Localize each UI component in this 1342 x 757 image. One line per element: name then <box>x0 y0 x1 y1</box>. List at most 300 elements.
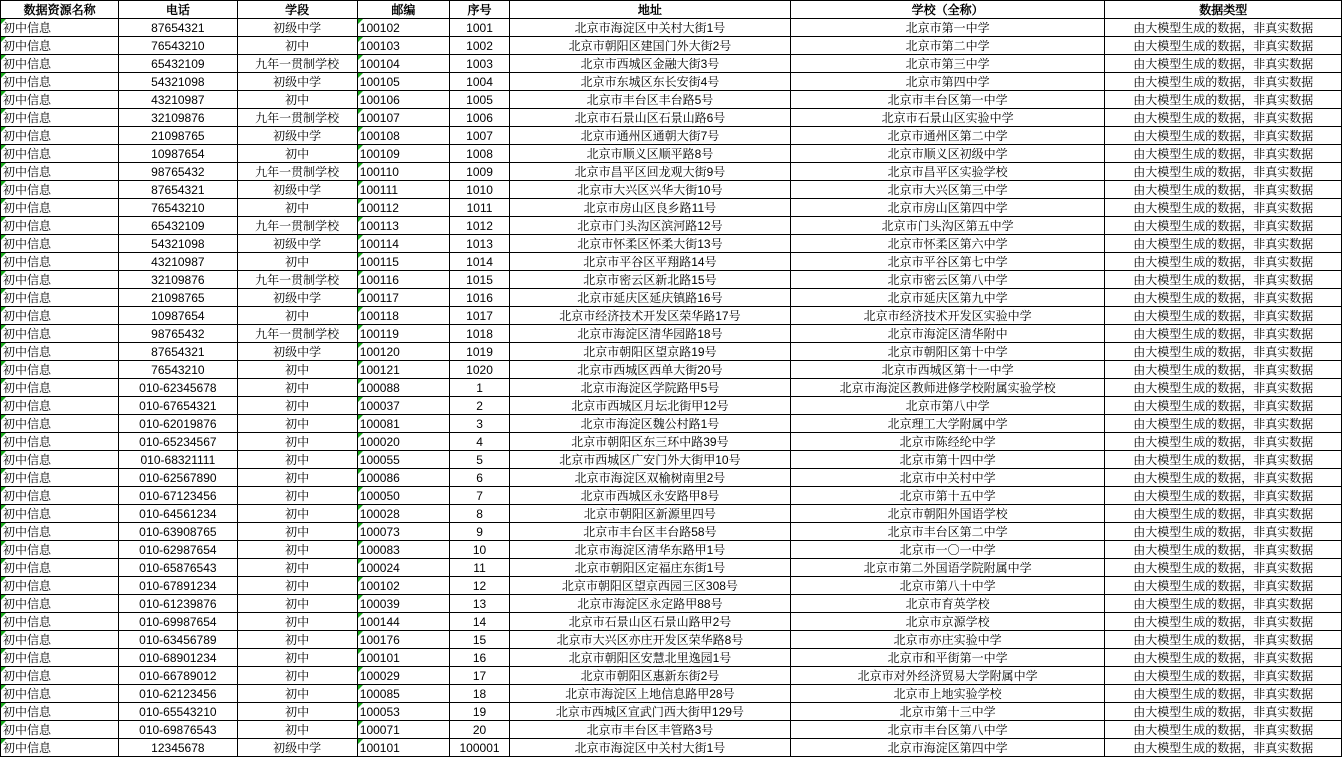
cell-stage[interactable]: 九年一贯制学校 <box>237 217 357 235</box>
cell-type[interactable]: 由大模型生成的数据，非真实数据 <box>1105 361 1342 379</box>
cell-stage[interactable]: 初级中学 <box>237 289 357 307</box>
cell-zip[interactable]: 100106 <box>357 91 449 109</box>
table-row[interactable] <box>1 325 1342 343</box>
cell-zip[interactable]: 100085 <box>357 685 449 703</box>
cell-seq[interactable]: 1015 <box>449 271 509 289</box>
cell-type[interactable]: 由大模型生成的数据，非真实数据 <box>1105 217 1342 235</box>
cell-addr[interactable]: 北京市经济技术开发区荣华路17号 <box>510 307 791 325</box>
cell-seq[interactable]: 1007 <box>449 127 509 145</box>
cell-name[interactable]: 初中信息 <box>1 721 119 739</box>
cell-addr[interactable]: 北京市海淀区中关村大街1号 <box>510 19 791 37</box>
cell-addr[interactable]: 北京市密云区新北路15号 <box>510 271 791 289</box>
cell-school[interactable]: 北京市海淀区教师进修学校附属实验学校 <box>790 379 1105 397</box>
cell-stage[interactable]: 初中 <box>237 577 357 595</box>
table-row[interactable] <box>1 541 1342 559</box>
cell-type[interactable]: 由大模型生成的数据，非真实数据 <box>1105 739 1342 757</box>
cell-school[interactable]: 北京市和平街第一中学 <box>790 649 1105 667</box>
cell-phone[interactable]: 87654321 <box>119 19 237 37</box>
column-header-phone[interactable]: 电话 <box>119 1 237 19</box>
cell-addr[interactable]: 北京市海淀区魏公村路1号 <box>510 415 791 433</box>
column-header-seq[interactable]: 序号 <box>449 1 509 19</box>
cell-addr[interactable]: 北京市顺义区顺平路8号 <box>510 145 791 163</box>
cell-phone[interactable]: 010-65234567 <box>119 433 237 451</box>
cell-phone[interactable]: 43210987 <box>119 91 237 109</box>
cell-zip[interactable]: 100101 <box>357 649 449 667</box>
cell-phone[interactable]: 76543210 <box>119 199 237 217</box>
cell-addr[interactable]: 北京市朝阳区新源里四号 <box>510 505 791 523</box>
cell-type[interactable]: 由大模型生成的数据，非真实数据 <box>1105 109 1342 127</box>
table-row[interactable] <box>1 703 1342 721</box>
cell-school[interactable]: 北京市陈经纶中学 <box>790 433 1105 451</box>
cell-phone[interactable]: 010-66789012 <box>119 667 237 685</box>
cell-phone[interactable]: 010-62987654 <box>119 541 237 559</box>
cell-stage[interactable]: 初中 <box>237 595 357 613</box>
cell-type[interactable]: 由大模型生成的数据，非真实数据 <box>1105 289 1342 307</box>
cell-school[interactable]: 北京市西城区第十一中学 <box>790 361 1105 379</box>
cell-school[interactable]: 北京理工大学附属中学 <box>790 415 1105 433</box>
cell-addr[interactable]: 北京市延庆区延庆镇路16号 <box>510 289 791 307</box>
table-row[interactable] <box>1 595 1342 613</box>
cell-name[interactable]: 初中信息 <box>1 127 119 145</box>
cell-school[interactable]: 北京市大兴区第三中学 <box>790 181 1105 199</box>
cell-addr[interactable]: 北京市海淀区永定路甲88号 <box>510 595 791 613</box>
cell-type[interactable]: 由大模型生成的数据，非真实数据 <box>1105 541 1342 559</box>
cell-stage[interactable]: 初中 <box>237 37 357 55</box>
cell-phone[interactable]: 010-65876543 <box>119 559 237 577</box>
cell-name[interactable]: 初中信息 <box>1 667 119 685</box>
cell-phone[interactable]: 010-67654321 <box>119 397 237 415</box>
cell-addr[interactable]: 北京市海淀区学院路甲5号 <box>510 379 791 397</box>
cell-stage[interactable]: 初中 <box>237 721 357 739</box>
cell-school[interactable]: 北京市丰台区第一中学 <box>790 91 1105 109</box>
cell-name[interactable]: 初中信息 <box>1 289 119 307</box>
table-row[interactable] <box>1 559 1342 577</box>
cell-name[interactable]: 初中信息 <box>1 235 119 253</box>
cell-addr[interactable]: 北京市西城区月坛北街甲12号 <box>510 397 791 415</box>
cell-name[interactable]: 初中信息 <box>1 55 119 73</box>
cell-phone[interactable]: 010-69876543 <box>119 721 237 739</box>
cell-zip[interactable]: 100020 <box>357 433 449 451</box>
cell-phone[interactable]: 010-67891234 <box>119 577 237 595</box>
cell-phone[interactable]: 010-67123456 <box>119 487 237 505</box>
cell-type[interactable]: 由大模型生成的数据，非真实数据 <box>1105 559 1342 577</box>
cell-name[interactable]: 初中信息 <box>1 253 119 271</box>
cell-school[interactable]: 北京市第八中学 <box>790 397 1105 415</box>
table-row[interactable] <box>1 505 1342 523</box>
cell-zip[interactable]: 100053 <box>357 703 449 721</box>
cell-addr[interactable]: 北京市朝阳区建国门外大街2号 <box>510 37 791 55</box>
cell-phone[interactable]: 87654321 <box>119 181 237 199</box>
cell-zip[interactable]: 100024 <box>357 559 449 577</box>
cell-phone[interactable]: 010-62567890 <box>119 469 237 487</box>
cell-stage[interactable]: 初中 <box>237 541 357 559</box>
cell-type[interactable]: 由大模型生成的数据，非真实数据 <box>1105 271 1342 289</box>
cell-zip[interactable]: 100071 <box>357 721 449 739</box>
cell-addr[interactable]: 北京市朝阳区惠新东街2号 <box>510 667 791 685</box>
cell-zip[interactable]: 100083 <box>357 541 449 559</box>
cell-zip[interactable]: 100120 <box>357 343 449 361</box>
cell-stage[interactable]: 九年一贯制学校 <box>237 109 357 127</box>
cell-type[interactable]: 由大模型生成的数据，非真实数据 <box>1105 685 1342 703</box>
cell-addr[interactable]: 北京市西城区永安路甲8号 <box>510 487 791 505</box>
cell-seq[interactable]: 6 <box>449 469 509 487</box>
column-header-name[interactable]: 数据资源名称 <box>1 1 119 19</box>
cell-zip[interactable]: 100121 <box>357 361 449 379</box>
cell-zip[interactable]: 100110 <box>357 163 449 181</box>
table-row[interactable] <box>1 415 1342 433</box>
table-row[interactable] <box>1 721 1342 739</box>
cell-stage[interactable]: 初中 <box>237 667 357 685</box>
cell-type[interactable]: 由大模型生成的数据，非真实数据 <box>1105 631 1342 649</box>
cell-zip[interactable]: 100112 <box>357 199 449 217</box>
table-row[interactable] <box>1 667 1342 685</box>
cell-addr[interactable]: 北京市西城区宣武门西大街甲129号 <box>510 703 791 721</box>
cell-name[interactable]: 初中信息 <box>1 433 119 451</box>
cell-seq[interactable]: 1013 <box>449 235 509 253</box>
table-row[interactable] <box>1 145 1342 163</box>
cell-school[interactable]: 北京市昌平区实验学校 <box>790 163 1105 181</box>
cell-addr[interactable]: 北京市朝阳区安慧北里逸园1号 <box>510 649 791 667</box>
cell-addr[interactable]: 北京市怀柔区怀柔大街13号 <box>510 235 791 253</box>
cell-phone[interactable]: 010-61239876 <box>119 595 237 613</box>
cell-addr[interactable]: 北京市大兴区亦庄开发区荣华路8号 <box>510 631 791 649</box>
cell-phone[interactable]: 54321098 <box>119 235 237 253</box>
table-row[interactable] <box>1 199 1342 217</box>
cell-stage[interactable]: 初中 <box>237 505 357 523</box>
cell-stage[interactable]: 初中 <box>237 433 357 451</box>
cell-name[interactable]: 初中信息 <box>1 487 119 505</box>
cell-name[interactable]: 初中信息 <box>1 307 119 325</box>
cell-name[interactable]: 初中信息 <box>1 577 119 595</box>
table-row[interactable] <box>1 289 1342 307</box>
cell-stage[interactable]: 初级中学 <box>237 343 357 361</box>
table-row[interactable] <box>1 523 1342 541</box>
cell-stage[interactable]: 初中 <box>237 451 357 469</box>
cell-seq[interactable]: 12 <box>449 577 509 595</box>
cell-zip[interactable]: 100115 <box>357 253 449 271</box>
cell-stage[interactable]: 初中 <box>237 415 357 433</box>
cell-seq[interactable]: 13 <box>449 595 509 613</box>
cell-zip[interactable]: 100104 <box>357 55 449 73</box>
cell-addr[interactable]: 北京市海淀区中关村大街1号 <box>510 739 791 757</box>
cell-type[interactable]: 由大模型生成的数据，非真实数据 <box>1105 433 1342 451</box>
cell-stage[interactable]: 九年一贯制学校 <box>237 163 357 181</box>
cell-type[interactable]: 由大模型生成的数据，非真实数据 <box>1105 667 1342 685</box>
cell-name[interactable]: 初中信息 <box>1 631 119 649</box>
cell-addr[interactable]: 北京市石景山区石景山路6号 <box>510 109 791 127</box>
cell-stage[interactable]: 九年一贯制学校 <box>237 325 357 343</box>
cell-zip[interactable]: 100108 <box>357 127 449 145</box>
cell-school[interactable]: 北京市平谷区第七中学 <box>790 253 1105 271</box>
cell-school[interactable]: 北京市上地实验学校 <box>790 685 1105 703</box>
cell-name[interactable]: 初中信息 <box>1 199 119 217</box>
cell-school[interactable]: 北京市亦庄实验中学 <box>790 631 1105 649</box>
table-row[interactable] <box>1 397 1342 415</box>
cell-zip[interactable]: 100101 <box>357 739 449 757</box>
table-row[interactable] <box>1 577 1342 595</box>
cell-school[interactable]: 北京市第十四中学 <box>790 451 1105 469</box>
cell-phone[interactable]: 10987654 <box>119 307 237 325</box>
cell-school[interactable]: 北京市顺义区初级中学 <box>790 145 1105 163</box>
cell-name[interactable]: 初中信息 <box>1 397 119 415</box>
cell-name[interactable]: 初中信息 <box>1 595 119 613</box>
cell-seq[interactable]: 11 <box>449 559 509 577</box>
cell-addr[interactable]: 北京市西城区西单大街20号 <box>510 361 791 379</box>
cell-zip[interactable]: 100118 <box>357 307 449 325</box>
cell-addr[interactable]: 北京市海淀区上地信息路甲28号 <box>510 685 791 703</box>
cell-zip[interactable]: 100055 <box>357 451 449 469</box>
cell-seq[interactable]: 10 <box>449 541 509 559</box>
table-row[interactable] <box>1 469 1342 487</box>
cell-zip[interactable]: 100113 <box>357 217 449 235</box>
cell-seq[interactable]: 1019 <box>449 343 509 361</box>
cell-phone[interactable]: 010-68321111 <box>119 451 237 469</box>
cell-seq[interactable]: 1005 <box>449 91 509 109</box>
cell-school[interactable]: 北京市第一中学 <box>790 19 1105 37</box>
cell-zip[interactable]: 100037 <box>357 397 449 415</box>
cell-zip[interactable]: 100050 <box>357 487 449 505</box>
cell-stage[interactable]: 九年一贯制学校 <box>237 55 357 73</box>
cell-school[interactable]: 北京市房山区第四中学 <box>790 199 1105 217</box>
cell-school[interactable]: 北京市门头沟区第五中学 <box>790 217 1105 235</box>
cell-type[interactable]: 由大模型生成的数据，非真实数据 <box>1105 37 1342 55</box>
cell-zip[interactable]: 100117 <box>357 289 449 307</box>
cell-type[interactable]: 由大模型生成的数据，非真实数据 <box>1105 397 1342 415</box>
cell-phone[interactable]: 010-68901234 <box>119 649 237 667</box>
cell-phone[interactable]: 010-65543210 <box>119 703 237 721</box>
cell-name[interactable]: 初中信息 <box>1 649 119 667</box>
cell-type[interactable]: 由大模型生成的数据，非真实数据 <box>1105 523 1342 541</box>
cell-school[interactable]: 北京市第二中学 <box>790 37 1105 55</box>
cell-name[interactable]: 初中信息 <box>1 559 119 577</box>
cell-addr[interactable]: 北京市东城区东长安街4号 <box>510 73 791 91</box>
cell-addr[interactable]: 北京市大兴区兴华大街10号 <box>510 181 791 199</box>
cell-phone[interactable]: 010-63456789 <box>119 631 237 649</box>
cell-seq[interactable]: 7 <box>449 487 509 505</box>
cell-school[interactable]: 北京市第十三中学 <box>790 703 1105 721</box>
cell-seq[interactable]: 3 <box>449 415 509 433</box>
cell-stage[interactable]: 初中 <box>237 361 357 379</box>
cell-type[interactable]: 由大模型生成的数据，非真实数据 <box>1105 487 1342 505</box>
cell-stage[interactable]: 初中 <box>237 145 357 163</box>
column-header-addr[interactable]: 地址 <box>510 1 791 19</box>
cell-addr[interactable]: 北京市朝阳区定福庄东街1号 <box>510 559 791 577</box>
cell-seq[interactable]: 1018 <box>449 325 509 343</box>
cell-stage[interactable]: 初中 <box>237 307 357 325</box>
cell-name[interactable]: 初中信息 <box>1 505 119 523</box>
cell-name[interactable]: 初中信息 <box>1 325 119 343</box>
cell-stage[interactable]: 九年一贯制学校 <box>237 271 357 289</box>
table-row[interactable] <box>1 433 1342 451</box>
cell-addr[interactable]: 北京市西城区金融大街3号 <box>510 55 791 73</box>
cell-zip[interactable]: 100102 <box>357 577 449 595</box>
cell-seq[interactable]: 1017 <box>449 307 509 325</box>
cell-phone[interactable]: 43210987 <box>119 253 237 271</box>
table-row[interactable] <box>1 163 1342 181</box>
cell-phone[interactable]: 87654321 <box>119 343 237 361</box>
cell-stage[interactable]: 初中 <box>237 523 357 541</box>
cell-name[interactable]: 初中信息 <box>1 109 119 127</box>
cell-seq[interactable]: 1008 <box>449 145 509 163</box>
cell-addr[interactable]: 北京市丰台区丰管路3号 <box>510 721 791 739</box>
cell-phone[interactable]: 010-62345678 <box>119 379 237 397</box>
cell-zip[interactable]: 100105 <box>357 73 449 91</box>
cell-name[interactable]: 初中信息 <box>1 541 119 559</box>
cell-name[interactable]: 初中信息 <box>1 73 119 91</box>
cell-stage[interactable]: 初中 <box>237 703 357 721</box>
cell-phone[interactable]: 010-64561234 <box>119 505 237 523</box>
cell-stage[interactable]: 初中 <box>237 685 357 703</box>
cell-phone[interactable]: 010-69987654 <box>119 613 237 631</box>
cell-name[interactable]: 初中信息 <box>1 343 119 361</box>
cell-seq[interactable]: 8 <box>449 505 509 523</box>
cell-name[interactable]: 初中信息 <box>1 217 119 235</box>
table-row[interactable] <box>1 253 1342 271</box>
cell-zip[interactable]: 100111 <box>357 181 449 199</box>
cell-type[interactable]: 由大模型生成的数据，非真实数据 <box>1105 235 1342 253</box>
cell-zip[interactable]: 100114 <box>357 235 449 253</box>
table-row[interactable] <box>1 271 1342 289</box>
cell-phone[interactable]: 21098765 <box>119 289 237 307</box>
cell-name[interactable]: 初中信息 <box>1 91 119 109</box>
cell-zip[interactable]: 100144 <box>357 613 449 631</box>
table-row[interactable] <box>1 451 1342 469</box>
cell-stage[interactable]: 初级中学 <box>237 19 357 37</box>
cell-addr[interactable]: 北京市海淀区清华东路甲1号 <box>510 541 791 559</box>
column-header-zip[interactable]: 邮编 <box>357 1 449 19</box>
cell-zip[interactable]: 100107 <box>357 109 449 127</box>
cell-addr[interactable]: 北京市平谷区平翔路14号 <box>510 253 791 271</box>
cell-seq[interactable]: 1 <box>449 379 509 397</box>
cell-school[interactable]: 北京市丰台区第八中学 <box>790 721 1105 739</box>
cell-seq[interactable]: 20 <box>449 721 509 739</box>
cell-type[interactable]: 由大模型生成的数据，非真实数据 <box>1105 595 1342 613</box>
cell-addr[interactable]: 北京市门头沟区滨河路12号 <box>510 217 791 235</box>
cell-school[interactable]: 北京市延庆区第九中学 <box>790 289 1105 307</box>
cell-zip[interactable]: 100086 <box>357 469 449 487</box>
cell-school[interactable]: 北京市对外经济贸易大学附属中学 <box>790 667 1105 685</box>
cell-seq[interactable]: 16 <box>449 649 509 667</box>
cell-name[interactable]: 初中信息 <box>1 37 119 55</box>
cell-name[interactable]: 初中信息 <box>1 19 119 37</box>
cell-seq[interactable]: 1016 <box>449 289 509 307</box>
cell-zip[interactable]: 100119 <box>357 325 449 343</box>
cell-school[interactable]: 北京市石景山区实验中学 <box>790 109 1105 127</box>
cell-type[interactable]: 由大模型生成的数据，非真实数据 <box>1105 613 1342 631</box>
cell-zip[interactable]: 100102 <box>357 19 449 37</box>
cell-school[interactable]: 北京市丰台区第二中学 <box>790 523 1105 541</box>
cell-seq[interactable]: 100001 <box>449 739 509 757</box>
cell-type[interactable]: 由大模型生成的数据，非真实数据 <box>1105 73 1342 91</box>
cell-seq[interactable]: 19 <box>449 703 509 721</box>
cell-phone[interactable]: 21098765 <box>119 127 237 145</box>
table-row[interactable] <box>1 235 1342 253</box>
cell-school[interactable]: 北京市朝阳区第十中学 <box>790 343 1105 361</box>
cell-type[interactable]: 由大模型生成的数据，非真实数据 <box>1105 199 1342 217</box>
cell-school[interactable]: 北京市育英学校 <box>790 595 1105 613</box>
cell-addr[interactable]: 北京市朝阳区东三环中路39号 <box>510 433 791 451</box>
cell-seq[interactable]: 1001 <box>449 19 509 37</box>
table-row[interactable] <box>1 649 1342 667</box>
cell-seq[interactable]: 1012 <box>449 217 509 235</box>
cell-stage[interactable]: 初中 <box>237 631 357 649</box>
cell-phone[interactable]: 54321098 <box>119 73 237 91</box>
cell-school[interactable]: 北京市第四中学 <box>790 73 1105 91</box>
cell-type[interactable]: 由大模型生成的数据，非真实数据 <box>1105 505 1342 523</box>
cell-seq[interactable]: 1003 <box>449 55 509 73</box>
table-row[interactable] <box>1 307 1342 325</box>
cell-phone[interactable]: 010-63908765 <box>119 523 237 541</box>
cell-type[interactable]: 由大模型生成的数据，非真实数据 <box>1105 307 1342 325</box>
cell-stage[interactable]: 初中 <box>237 199 357 217</box>
cell-school[interactable]: 北京市密云区第八中学 <box>790 271 1105 289</box>
cell-seq[interactable]: 14 <box>449 613 509 631</box>
cell-type[interactable]: 由大模型生成的数据，非真实数据 <box>1105 577 1342 595</box>
cell-phone[interactable]: 010-62123456 <box>119 685 237 703</box>
cell-zip[interactable]: 100029 <box>357 667 449 685</box>
cell-type[interactable]: 由大模型生成的数据，非真实数据 <box>1105 415 1342 433</box>
cell-stage[interactable]: 初中 <box>237 397 357 415</box>
column-header-stage[interactable]: 学段 <box>237 1 357 19</box>
cell-stage[interactable]: 初级中学 <box>237 739 357 757</box>
cell-school[interactable]: 北京市朝阳外国语学校 <box>790 505 1105 523</box>
cell-stage[interactable]: 初中 <box>237 253 357 271</box>
table-row[interactable] <box>1 379 1342 397</box>
cell-seq[interactable]: 1010 <box>449 181 509 199</box>
cell-addr[interactable]: 北京市房山区良乡路11号 <box>510 199 791 217</box>
cell-name[interactable]: 初中信息 <box>1 361 119 379</box>
cell-name[interactable]: 初中信息 <box>1 739 119 757</box>
cell-type[interactable]: 由大模型生成的数据，非真实数据 <box>1105 19 1342 37</box>
table-row[interactable] <box>1 127 1342 145</box>
cell-school[interactable]: 北京市第八十中学 <box>790 577 1105 595</box>
cell-seq[interactable]: 1011 <box>449 199 509 217</box>
cell-name[interactable]: 初中信息 <box>1 523 119 541</box>
cell-stage[interactable]: 初中 <box>237 649 357 667</box>
cell-zip[interactable]: 100176 <box>357 631 449 649</box>
cell-phone[interactable]: 32109876 <box>119 271 237 289</box>
cell-school[interactable]: 北京市一〇一中学 <box>790 541 1105 559</box>
cell-phone[interactable]: 12345678 <box>119 739 237 757</box>
cell-name[interactable]: 初中信息 <box>1 703 119 721</box>
table-row[interactable] <box>1 631 1342 649</box>
cell-stage[interactable]: 初级中学 <box>237 127 357 145</box>
table-row[interactable] <box>1 685 1342 703</box>
cell-zip[interactable]: 100073 <box>357 523 449 541</box>
cell-type[interactable]: 由大模型生成的数据，非真实数据 <box>1105 649 1342 667</box>
cell-zip[interactable]: 100028 <box>357 505 449 523</box>
cell-stage[interactable]: 初中 <box>237 487 357 505</box>
cell-seq[interactable]: 1004 <box>449 73 509 91</box>
table-row[interactable] <box>1 361 1342 379</box>
cell-phone[interactable]: 010-62019876 <box>119 415 237 433</box>
cell-name[interactable]: 初中信息 <box>1 163 119 181</box>
cell-school[interactable]: 北京市第二外国语学院附属中学 <box>790 559 1105 577</box>
table-row[interactable] <box>1 73 1342 91</box>
cell-name[interactable]: 初中信息 <box>1 415 119 433</box>
cell-name[interactable]: 初中信息 <box>1 145 119 163</box>
table-row[interactable] <box>1 19 1342 37</box>
cell-addr[interactable]: 北京市朝阳区望京西园三区308号 <box>510 577 791 595</box>
cell-seq[interactable]: 2 <box>449 397 509 415</box>
table-row[interactable] <box>1 613 1342 631</box>
cell-seq[interactable]: 1014 <box>449 253 509 271</box>
cell-addr[interactable]: 北京市海淀区清华园路18号 <box>510 325 791 343</box>
table-row[interactable] <box>1 487 1342 505</box>
cell-stage[interactable]: 初中 <box>237 91 357 109</box>
cell-phone[interactable]: 76543210 <box>119 37 237 55</box>
cell-zip[interactable]: 100103 <box>357 37 449 55</box>
